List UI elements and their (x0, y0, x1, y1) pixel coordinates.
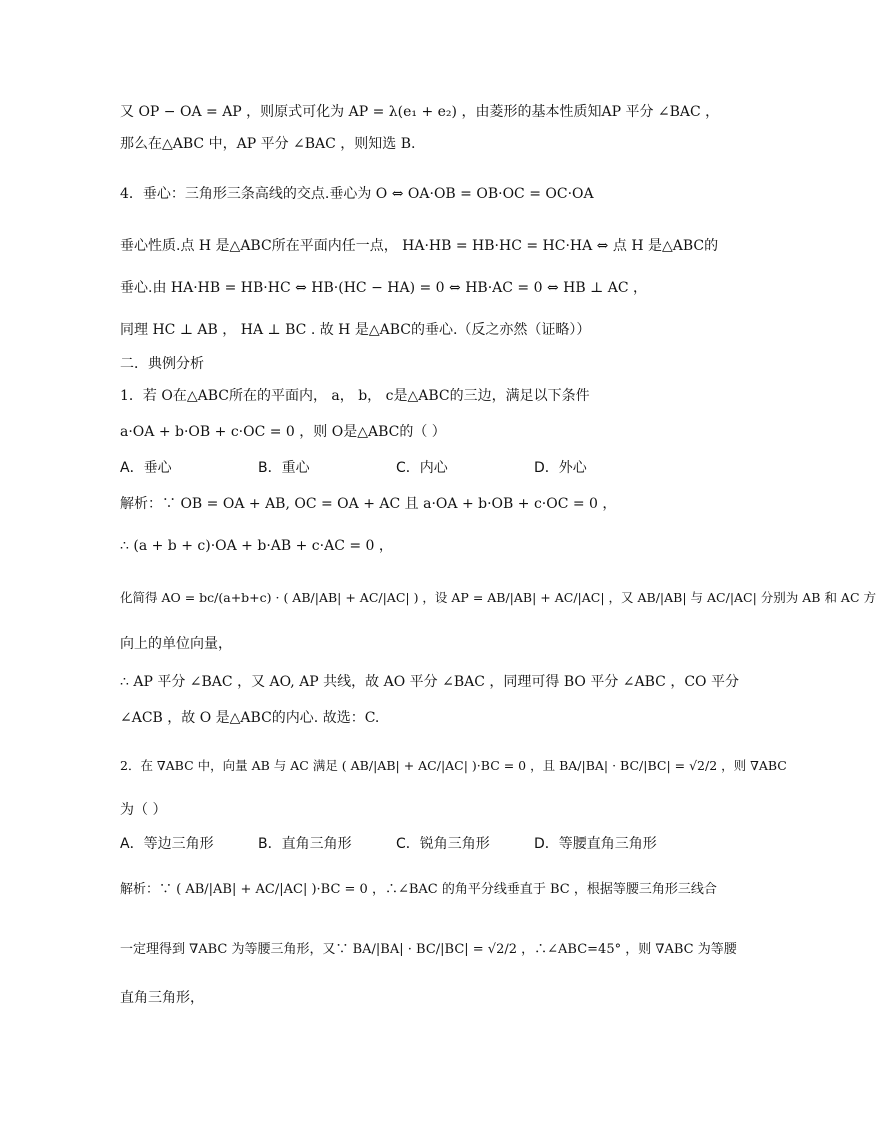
question-1: 1．若 O在△ABC所在的平面内， a， b， c是△ABC的三边，满足以下条件 (120, 388, 590, 404)
option-a: A．等边三角形 (120, 836, 214, 852)
solution-line: ∴ AP 平分 ∠BAC ，又 AO, AP 共线，故 AO 平分 ∠BAC ，同理可得 BO 平分 ∠ABC ，CO 平分 (120, 674, 739, 690)
solution-line: 向上的单位向量， (120, 636, 232, 652)
solution-line: ∠ACB ，故 O 是△ABC的内心. 故选：C. (120, 710, 380, 726)
orthocenter-heading: 4．垂心：三角形三条高线的交点.垂心为 O ⇔ OA·OB = OB·OC = OC·OA (120, 186, 594, 202)
text-line: 那么在△ABC 中，AP 平分 ∠BAC ，则知选 B. (120, 136, 416, 152)
text-line: 垂心.由 HA·HB = HB·HC ⇔ HB·(HC − HA) = 0 ⇔ HB·AC = 0 ⇔ HB ⊥ AC ， (120, 280, 647, 296)
solution-line: 解析：∵ ( AB/|AB| + AC/|AC| )·BC = 0 ，∴∠BAC 的角平分线垂直于 BC ，根据等腰三角形三线合 (120, 882, 717, 897)
option-c: C．内心 (396, 460, 448, 476)
solution-line: ∴ (a + b + c)·OA + b·AB + c·AC = 0 ， (120, 538, 393, 554)
option-b: B．重心 (258, 460, 310, 476)
question-2: 2．在 ∇ABC 中，向量 AB 与 AC 满足 ( AB/|AB| + AC/|AC| )·BC = 0 ，且 BA/|BA| · BC/|BC| = √2/2 ，则 ∇ABC (120, 758, 787, 773)
option-d: D．外心 (534, 460, 587, 476)
text-line: 同理 HC ⊥ AB ， HA ⊥ BC . 故 H 是△ABC的垂心.（反之亦然（证略）） (120, 322, 591, 338)
solution-line: 解析：∵ OB = OA + AB, OC = OA + AC 且 a·OA + b·OB + c·OC = 0 ， (120, 496, 617, 512)
text-line: 垂心性质.点 H 是△ABC所在平面内任一点， HA·HB = HB·HC = HC·HA ⇔ 点 H 是△ABC的 (120, 238, 719, 254)
question-2-end: 为（ ） (120, 802, 167, 818)
option-d: D．等腰直角三角形 (534, 836, 657, 852)
solution-line: 化简得 AO = bc/(a+b+c) · ( AB/|AB| + AC/|AC| ) ，设 AP = AB/|AB| + AC/|AC| ，又 AB/|AB| 与 AC/|AC| 分别为 AB 和 AC 方 (120, 590, 876, 605)
section-heading: 二．典例分析 (120, 356, 204, 372)
solution-line: 直角三角形， (120, 990, 204, 1006)
question-1-condition: a·OA + b·OB + c·OC = 0 ，则 O是△ABC的（ ） (120, 424, 446, 440)
option-c: C．锐角三角形 (396, 836, 490, 852)
text-line: 又 OP − OA = AP ，则原式可化为 AP = λ(e₁ + e₂) ，由菱形的基本性质知AP 平分 ∠BAC ， (120, 104, 720, 120)
option-a: A．垂心 (120, 460, 172, 476)
solution-line: 一定理得到 ∇ABC 为等腰三角形，又∵ BA/|BA| · BC/|BC| = √2/2 ，∴∠ABC=45° ，则 ∇ABC 为等腰 (120, 942, 737, 957)
option-b: B．直角三角形 (258, 836, 352, 852)
